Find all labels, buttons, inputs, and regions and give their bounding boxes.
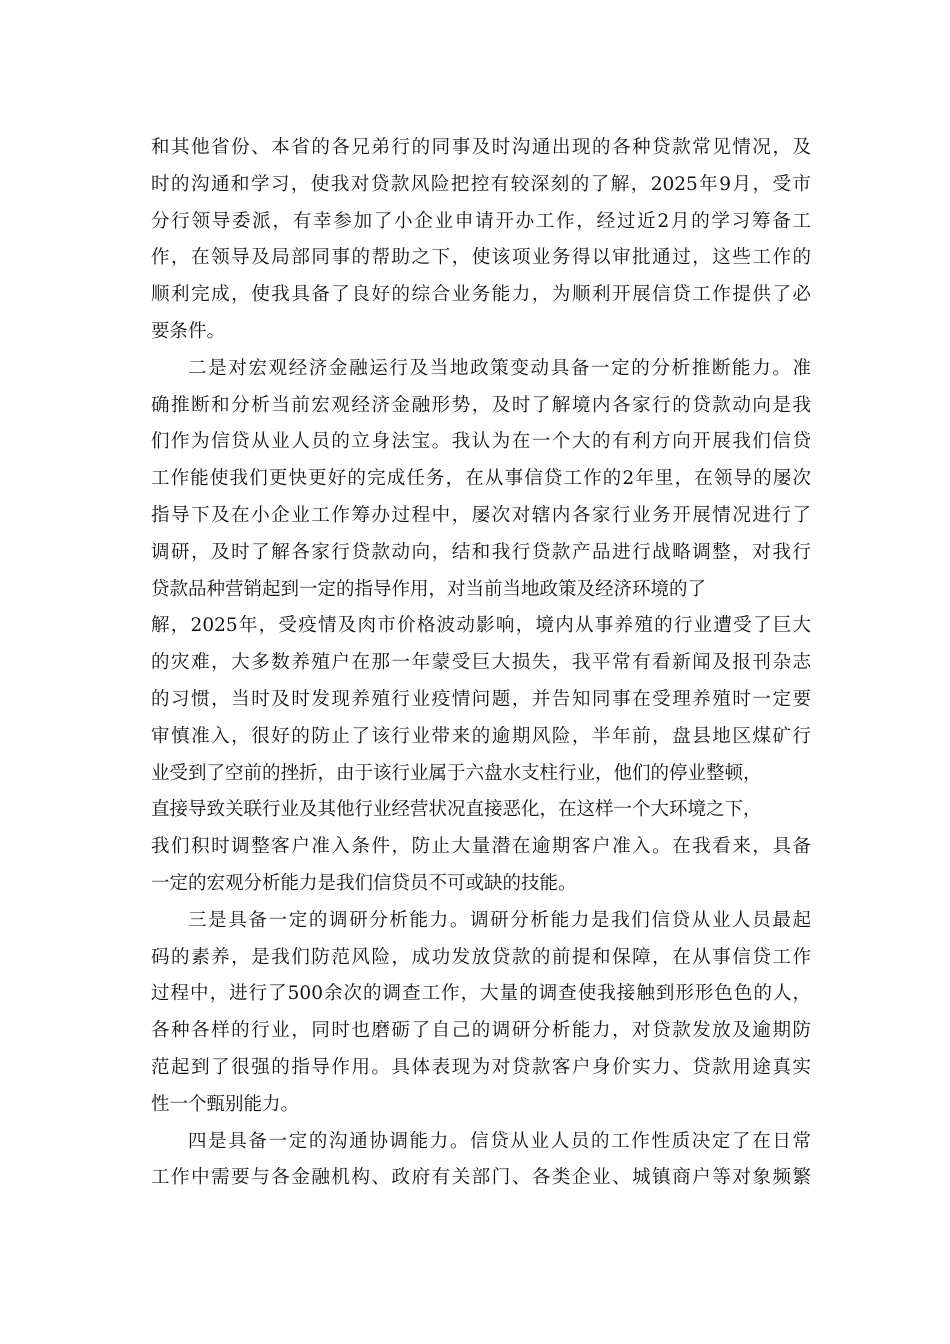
text-line: 我们积时调整客户准入条件，防止大量潜在逾期客户准入。在我看来，具备 xyxy=(151,836,811,858)
text-line: 各种各样的行业，同时也磨砺了自己的调研分析能力，对贷款发放及逾期防 xyxy=(151,1020,811,1042)
text-line: 四是具备一定的沟通协调能力。信贷从业人员的工作性质决定了在日常 xyxy=(188,1130,811,1152)
text-line: 的习惯，当时及时发现养殖行业疫情问题，并告知同事在受理养殖时一定要 xyxy=(151,688,811,710)
text-line: 码的素养，是我们防范风险，成功发放贷款的前提和保障，在从事信贷工作 xyxy=(151,946,811,968)
text-line: 工作能使我们更快更好的完成任务，在从事信贷工作的2年里，在领导的屡次 xyxy=(151,468,811,490)
text-line: 直接导致关联行业及其他行业经营状况直接恶化，在这样一个大环境之下， xyxy=(151,799,762,821)
text-line: 解，2025年，受疫情及肉市价格波动影响，境内从事养殖的行业遭受了巨大 xyxy=(151,615,811,637)
text-line: 三是具备一定的调研分析能力。调研分析能力是我们信贷从业人员最起 xyxy=(188,909,811,931)
text-line: 过程中，进行了500余次的调查工作，大量的调查使我接触到形形色色的人， xyxy=(151,983,811,1005)
text-line: 贷款品种营销起到一定的指导作用，对当前当地政策及经济环境的了 xyxy=(151,578,707,600)
text-line: 作，在领导及局部同事的帮助之下，使该项业务得以审批通过，这些工作的 xyxy=(151,247,811,269)
text-line: 性一个甄别能力。 xyxy=(151,1093,300,1115)
text-line: 一定的宏观分析能力是我们信贷员不可或缺的技能。 xyxy=(151,872,577,894)
text-line: 要条件。 xyxy=(151,320,226,342)
text-line: 业受到了空前的挫折，由于该行业属于六盘水支柱行业，他们的停业整顿， xyxy=(151,762,762,784)
text-line: 分行领导委派，有幸参加了小企业申请开办工作，经过近2月的学习筹备工 xyxy=(151,210,811,232)
text-line: 时的沟通和学习，使我对贷款风险把控有较深刻的了解，2025年9月，受市 xyxy=(151,173,811,195)
text-line: 确推断和分析当前宏观经济金融形势，及时了解境内各家行的贷款动向是我 xyxy=(151,394,811,416)
text-line: 审慎准入，很好的防止了该行业带来的逾期风险，半年前，盘县地区煤矿行 xyxy=(151,725,811,747)
text-line: 指导下及在小企业工作筹办过程中，屡次对辖内各家行业务开展情况进行了 xyxy=(151,504,811,526)
text-line: 和其他省份、本省的各兄弟行的同事及时沟通出现的各种贷款常见情况，及 xyxy=(151,137,811,158)
text-line: 工作中需要与各金融机构、政府有关部门、各类企业、城镇商户等对象频繁 xyxy=(151,1167,811,1189)
text-line: 顺利完成，使我具备了良好的综合业务能力，为顺利开展信贷工作提供了必 xyxy=(151,284,811,306)
text-line: 的灾难，大多数养殖户在那一年蒙受巨大损失，我平常有看新闻及报刊杂志 xyxy=(151,652,811,674)
text-line: 二是对宏观经济金融运行及当地政策变动具备一定的分析推断能力。准 xyxy=(188,357,811,379)
text-line: 范起到了很强的指导作用。具体表现为对贷款客户身价实力、贷款用途真实 xyxy=(151,1056,811,1078)
text-line: 们作为信贷从业人员的立身法宝。我认为在一个大的有利方向开展我们信贷 xyxy=(151,431,811,453)
document-body xyxy=(151,130,811,1197)
text-line: 调研，及时了解各家行贷款动向，结和我行贷款产品进行战略调整，对我行 xyxy=(151,541,811,563)
